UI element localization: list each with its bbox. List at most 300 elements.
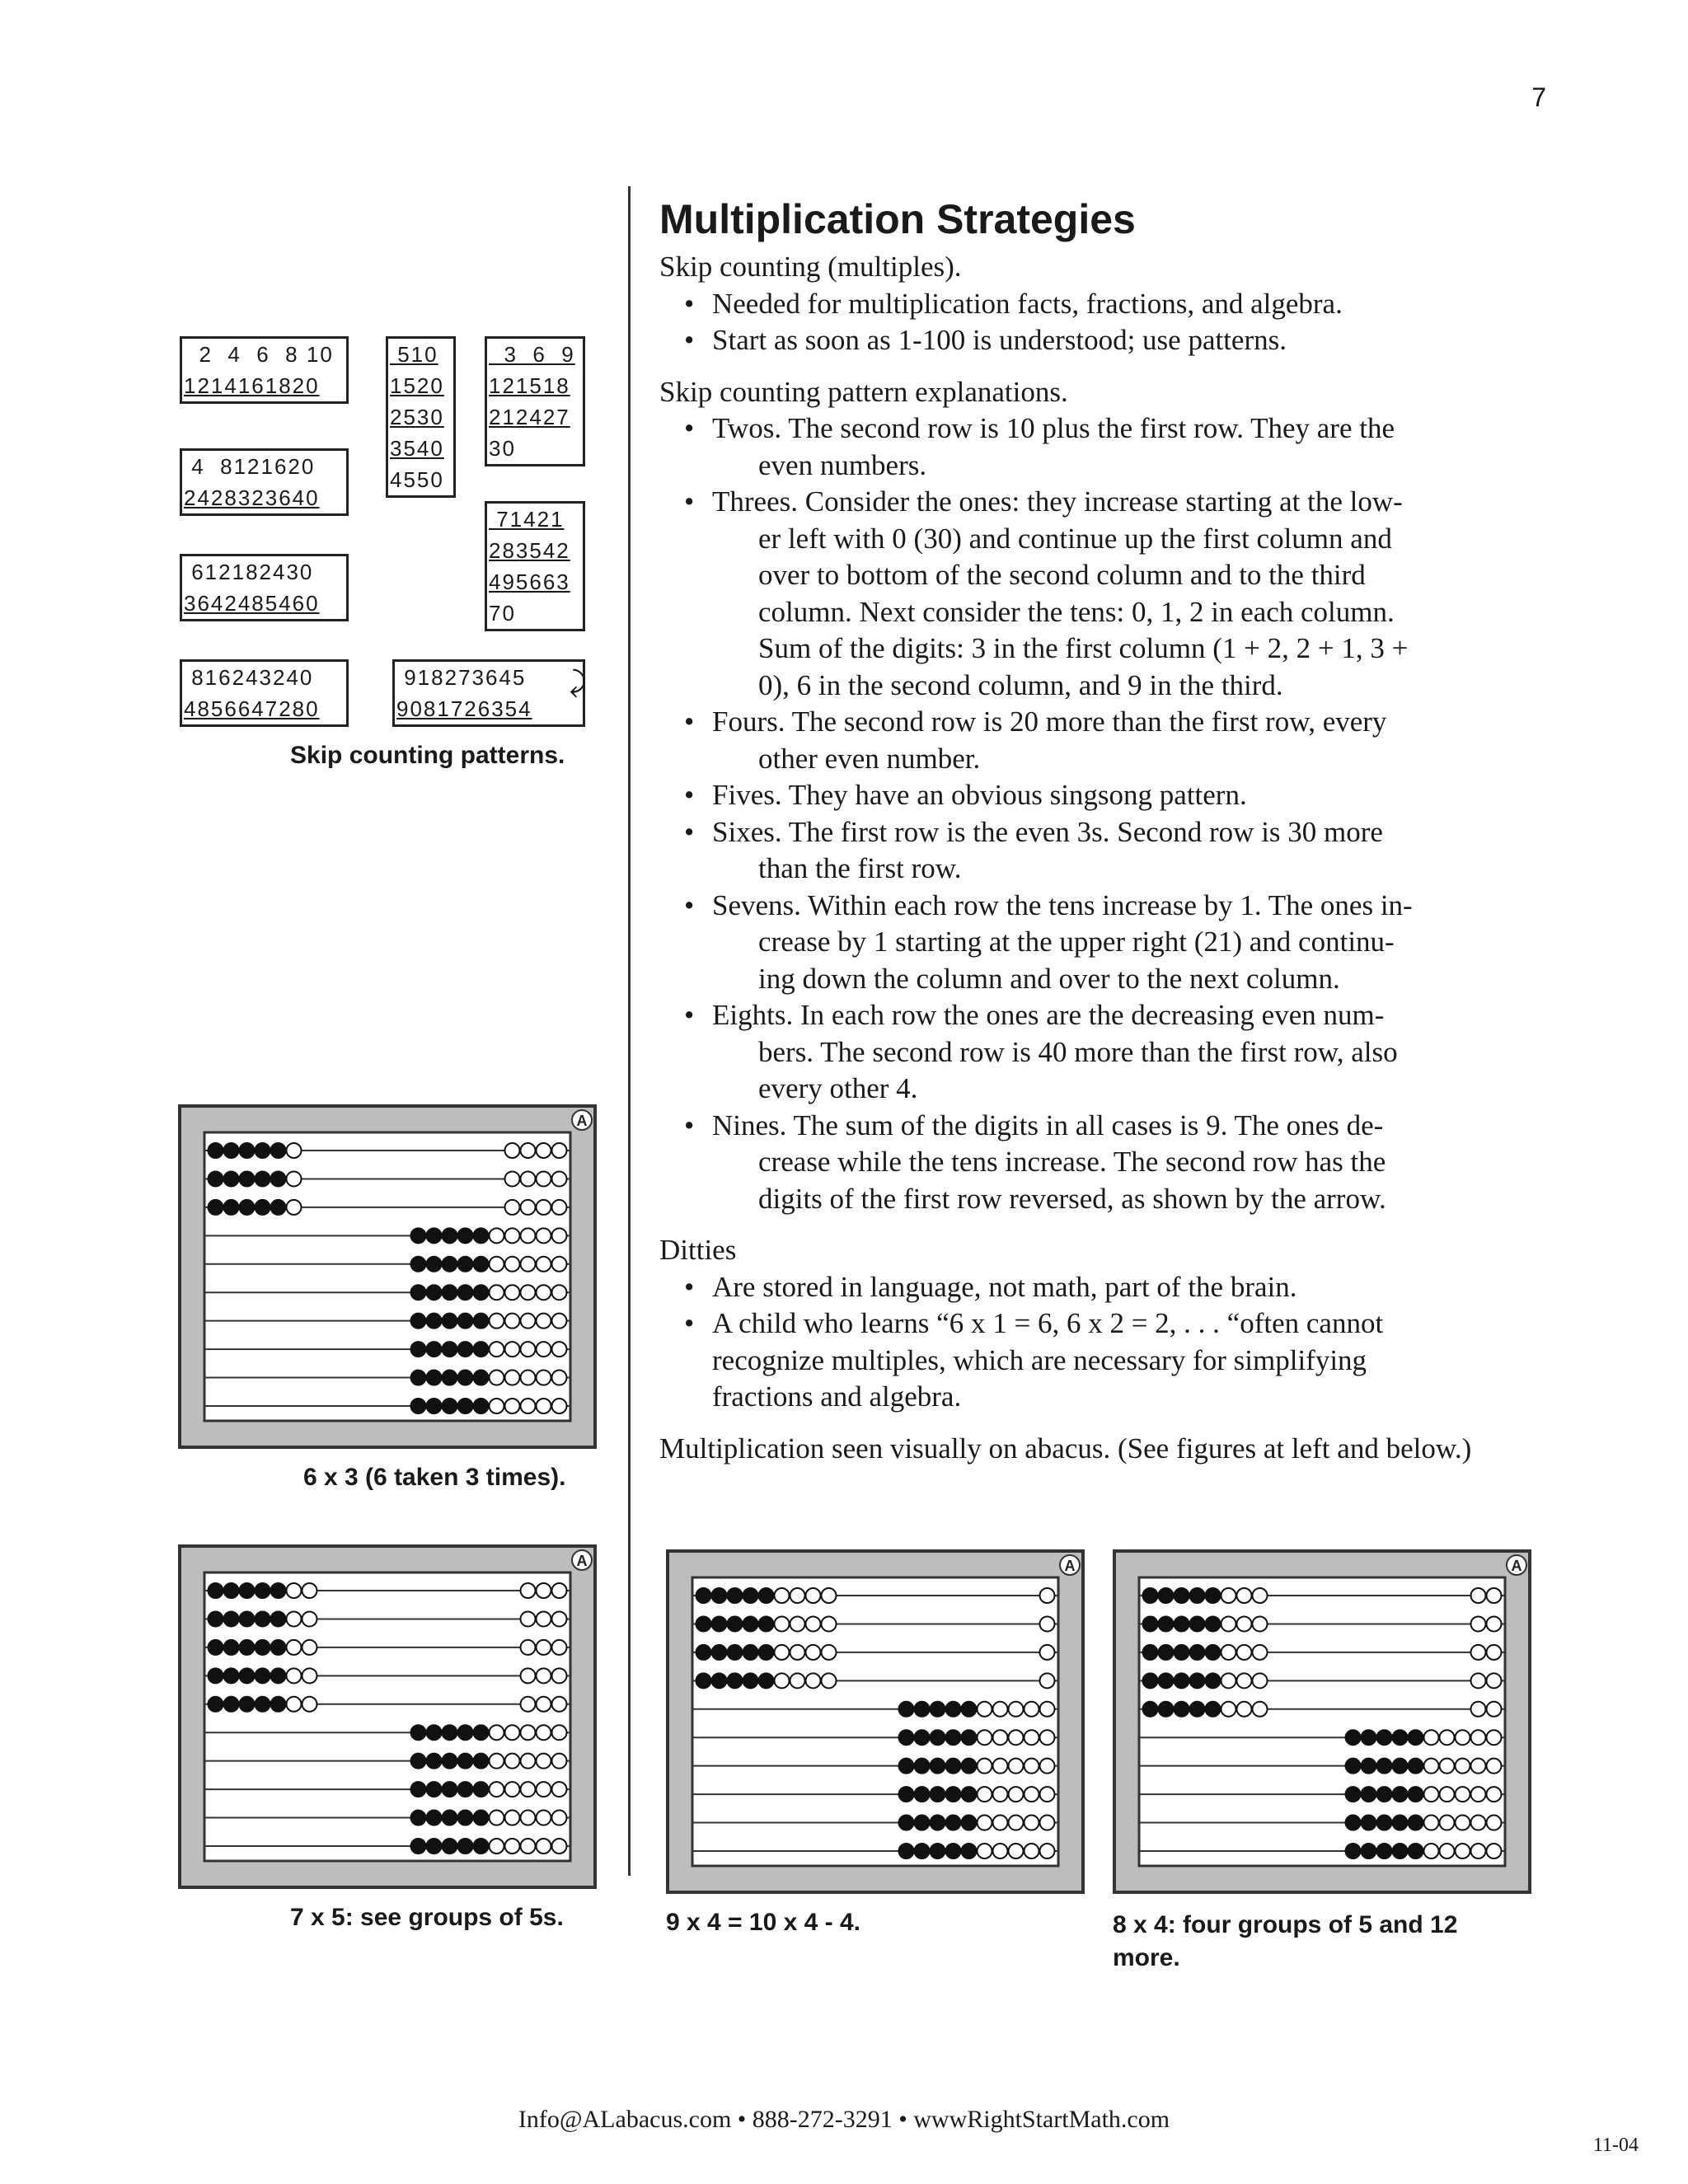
abacus-bead — [1190, 1616, 1205, 1631]
list-item-text: Fours. The second row is 20 more than the first row, every — [712, 705, 1387, 738]
abacus-bead — [946, 1759, 961, 1774]
abacus-bead — [427, 1725, 442, 1740]
abacus-bead — [474, 1257, 489, 1272]
abacus-bead — [775, 1645, 790, 1660]
abacus-bead — [993, 1730, 1008, 1745]
abacus-bead — [1253, 1588, 1268, 1603]
abacus-bead — [411, 1754, 426, 1769]
skip-row: 918273645 — [396, 665, 527, 690]
list-item — [659, 814, 1566, 888]
abacus-bead — [287, 1143, 302, 1158]
abacus-bead — [1143, 1673, 1158, 1688]
abacus-bead — [505, 1257, 520, 1272]
abacus-bead — [271, 1143, 286, 1158]
abacus-bead — [537, 1399, 551, 1413]
abacus-bead — [1206, 1588, 1221, 1603]
abacus-bead — [899, 1844, 914, 1858]
abacus-bead — [443, 1725, 457, 1740]
bullet-icon: • — [684, 779, 695, 811]
abacus-bead — [411, 1782, 426, 1797]
abacus-bead — [1456, 1759, 1470, 1774]
abacus-bead — [287, 1171, 302, 1186]
abacus-bead — [411, 1725, 426, 1740]
abacus-bead — [1237, 1702, 1252, 1717]
abacus-bead — [1471, 1844, 1486, 1858]
list-item-text: Eights. In each row the ones are the decreasing even num- — [712, 999, 1385, 1031]
abacus-bead — [411, 1314, 426, 1329]
abacus-bead — [490, 1782, 504, 1797]
abacus-bead — [899, 1702, 914, 1717]
abacus-bead — [915, 1844, 930, 1858]
abacus-logo-icon — [1507, 1555, 1526, 1575]
abacus-bead — [521, 1171, 536, 1186]
abacus-bead — [743, 1645, 758, 1660]
abacus-bead — [1362, 1759, 1376, 1774]
list-item-text: digits of the first row reversed, as shown by the arrow. — [758, 1182, 1386, 1215]
abacus-bead — [490, 1257, 504, 1272]
column-divider — [628, 186, 631, 1876]
abacus-bead — [474, 1314, 489, 1329]
bullet-icon: • — [684, 485, 695, 518]
abacus-bead — [271, 1611, 286, 1626]
abacus-bead — [537, 1640, 551, 1655]
abacus-bead — [915, 1816, 930, 1830]
abacus-bead — [978, 1702, 992, 1717]
abacus-bead — [993, 1816, 1008, 1830]
skip-row: 2530 — [390, 405, 444, 429]
abacus-bead — [552, 1668, 567, 1683]
abacus-bead — [458, 1839, 473, 1854]
abacus-bead — [1487, 1759, 1502, 1774]
abacus-bead — [287, 1640, 302, 1655]
abacus-bead — [474, 1754, 489, 1769]
list-item-text: fractions and algebra. — [712, 1380, 962, 1413]
abacus-bead — [962, 1759, 977, 1774]
abacus-bead — [899, 1787, 914, 1802]
abacus-bead — [537, 1314, 551, 1329]
abacus-drawing — [181, 1108, 593, 1446]
skip-row: 4856647280 — [184, 696, 320, 721]
abacus-bead — [1487, 1616, 1502, 1631]
abacus-bead — [1237, 1616, 1252, 1631]
abacus-bead — [743, 1616, 758, 1631]
abacus-bead — [946, 1816, 961, 1830]
abacus-bead — [1440, 1787, 1455, 1802]
bullet-icon: • — [684, 1307, 695, 1339]
abacus-bead — [427, 1839, 442, 1854]
abacus-bead — [1143, 1645, 1158, 1660]
skip-row: 1214161820 — [184, 373, 320, 398]
abacus-bead — [1440, 1730, 1455, 1745]
abacus-bead — [1424, 1844, 1439, 1858]
abacus-bead — [537, 1725, 551, 1740]
abacus-bead — [899, 1816, 914, 1830]
abacus-bead — [1487, 1816, 1502, 1830]
abacus-bead — [521, 1697, 536, 1712]
list-item-text: A child who learns “6 x 1 = 6, 6 x 2 = 2, . . . “often cannot — [712, 1307, 1384, 1339]
caption-skip-counting: Skip counting patterns. — [290, 742, 565, 769]
abacus-bead — [1221, 1645, 1236, 1660]
skip-box-fives — [386, 336, 456, 498]
abacus-bead — [537, 1697, 551, 1712]
list-item-text: Nines. The sum of the digits in all cases is 9. The ones de- — [712, 1108, 1384, 1141]
abacus-bead — [1424, 1787, 1439, 1802]
abacus-bead — [552, 1342, 567, 1357]
abacus-bead — [1159, 1702, 1174, 1717]
abacus-bead — [1025, 1759, 1039, 1774]
abacus-bead — [552, 1640, 567, 1655]
abacus-bead — [1424, 1816, 1439, 1830]
abacus-bead — [696, 1616, 711, 1631]
abacus-bead — [505, 1782, 520, 1797]
abacus-bead — [521, 1399, 536, 1413]
abacus-bead — [427, 1811, 442, 1825]
abacus-bead — [552, 1171, 567, 1186]
abacus-bead — [209, 1583, 223, 1598]
abacus-bead — [256, 1640, 270, 1655]
list-item-text: than the first row. — [758, 852, 962, 884]
abacus-bead — [1221, 1673, 1236, 1688]
abacus-bead — [537, 1285, 551, 1300]
abacus-bead — [521, 1668, 536, 1683]
abacus-bead — [505, 1228, 520, 1243]
abacus-bead — [521, 1811, 536, 1825]
abacus-bead — [458, 1228, 473, 1243]
abacus-bead — [552, 1371, 567, 1385]
abacus-bead — [474, 1342, 489, 1357]
abacus-bead — [521, 1342, 536, 1357]
abacus-bead — [1393, 1844, 1408, 1858]
abacus-bead — [240, 1583, 255, 1598]
skip-row: 612182430 — [184, 560, 314, 584]
abacus-bead — [743, 1673, 758, 1688]
bullet-icon: • — [684, 1108, 695, 1141]
skip-row: 71421 — [489, 507, 565, 532]
abacus-bead — [915, 1702, 930, 1717]
abacus-bead — [505, 1811, 520, 1825]
abacus-bead — [1487, 1588, 1502, 1603]
abacus-bead — [240, 1171, 255, 1186]
list-item-text: 0), 6 in the second column, and 9 in the third. — [758, 668, 1283, 701]
bullet-icon: • — [684, 1270, 695, 1303]
abacus-bead — [1409, 1844, 1423, 1858]
skip-row: 212427 — [489, 405, 570, 429]
abacus-bead — [287, 1611, 302, 1626]
abacus-bead — [1040, 1702, 1055, 1717]
abacus-bead — [1362, 1844, 1376, 1858]
abacus-bead — [458, 1314, 473, 1329]
list-item-text: recognize multiples, which are necessary for simplifying — [712, 1343, 1367, 1376]
abacus-bead — [271, 1668, 286, 1683]
abacus-bead — [490, 1399, 504, 1413]
abacus-bead — [552, 1257, 567, 1272]
abacus-bead — [696, 1645, 711, 1660]
abacus-bead — [1040, 1645, 1055, 1660]
abacus-bead — [521, 1314, 536, 1329]
abacus-bead — [443, 1342, 457, 1357]
abacus-bead — [224, 1611, 239, 1626]
list-item — [659, 286, 1566, 323]
abacus-bead — [271, 1200, 286, 1215]
abacus-bead — [1471, 1787, 1486, 1802]
page-footer: Info@ALabacus.com • 888-272-3291 • wwwRightStartMath.com — [518, 2106, 1170, 2133]
abacus-bead — [490, 1371, 504, 1385]
abacus-bead — [411, 1839, 426, 1854]
abacus-bead — [1009, 1759, 1024, 1774]
abacus-bead — [521, 1200, 536, 1215]
abacus-bead — [1487, 1787, 1502, 1802]
abacus-bead — [256, 1171, 270, 1186]
abacus-bead — [443, 1314, 457, 1329]
abacus-bead — [1253, 1645, 1268, 1660]
bullet-icon: • — [684, 815, 695, 848]
skip-row: 2 4 6 8 10 — [184, 342, 334, 367]
abacus-bead — [443, 1811, 457, 1825]
abacus-bead — [240, 1697, 255, 1712]
abacus-bead — [490, 1725, 504, 1740]
abacus-bead — [1143, 1588, 1158, 1603]
abacus-bead — [521, 1285, 536, 1300]
abacus-bead — [1393, 1759, 1408, 1774]
abacus-bead — [490, 1228, 504, 1243]
abacus-bead — [521, 1143, 536, 1158]
abacus-bead — [1456, 1787, 1470, 1802]
abacus-bead — [978, 1787, 992, 1802]
abacus-bead — [1190, 1588, 1205, 1603]
abacus-bead — [537, 1782, 551, 1797]
abacus-bead — [1377, 1730, 1392, 1745]
abacus-bead — [1409, 1759, 1423, 1774]
abacus-bead — [1175, 1588, 1189, 1603]
abacus-bead — [552, 1228, 567, 1243]
skip-row: 30 — [489, 436, 516, 461]
abacus-bead — [1393, 1787, 1408, 1802]
abacus-bead — [1471, 1759, 1486, 1774]
abacus-bead — [521, 1725, 536, 1740]
abacus-bead — [427, 1228, 442, 1243]
abacus-bead — [1025, 1730, 1039, 1745]
abacus-bead — [443, 1782, 457, 1797]
abacus-bead — [1206, 1645, 1221, 1660]
abacus-bead — [537, 1668, 551, 1683]
abacus-bead — [490, 1342, 504, 1357]
list-item — [659, 997, 1566, 1108]
abacus-bead — [537, 1371, 551, 1385]
bullet-list — [659, 286, 1566, 359]
abacus-bead — [271, 1697, 286, 1712]
abacus-logo-icon — [572, 1550, 592, 1570]
abacus-bead — [806, 1588, 821, 1603]
list-item-text: crease by 1 starting at the upper right (21) and continu- — [758, 926, 1395, 958]
skip-row: 4 8121620 — [184, 454, 316, 479]
abacus-bead — [1040, 1759, 1055, 1774]
bullet-icon: • — [684, 324, 695, 356]
abacus-bead — [1377, 1787, 1392, 1802]
abacus-bead — [1009, 1730, 1024, 1745]
abacus-bead — [790, 1645, 805, 1660]
abacus-bead — [209, 1668, 223, 1683]
list-item — [659, 1305, 1566, 1416]
abacus-drawing — [1116, 1553, 1528, 1891]
abacus-bead — [287, 1697, 302, 1712]
abacus-bead — [287, 1668, 302, 1683]
list-item-text: Threes. Consider the ones: they increase starting at the low- — [712, 485, 1403, 518]
abacus-bead — [1393, 1816, 1408, 1830]
list-item — [659, 1269, 1566, 1306]
caption-abacus-7x5: 7 x 5: see groups of 5s. — [290, 1904, 564, 1931]
abacus-bead — [521, 1257, 536, 1272]
abacus-bead — [1377, 1844, 1392, 1858]
abacus-bead — [1424, 1730, 1439, 1745]
abacus-bead — [743, 1588, 758, 1603]
list-item-text: even numbers. — [758, 448, 927, 481]
list-item-text: Sixes. The first row is the even 3s. Second row is 30 more — [712, 815, 1383, 848]
abacus-bead — [1221, 1702, 1236, 1717]
abacus-bead — [1440, 1759, 1455, 1774]
abacus-bead — [411, 1371, 426, 1385]
abacus-bead — [1456, 1730, 1470, 1745]
abacus-bead — [728, 1616, 743, 1631]
abacus-bead — [521, 1583, 536, 1598]
abacus-bead — [521, 1611, 536, 1626]
abacus-logo-letter: A — [1511, 1558, 1522, 1574]
abacus-bead — [1190, 1702, 1205, 1717]
skip-row: 3540 — [390, 436, 444, 461]
list-item-text: Twos. The second row is 10 plus the first row. They are the — [712, 412, 1395, 444]
abacus-bead — [1471, 1645, 1486, 1660]
abacus-bead — [490, 1811, 504, 1825]
abacus-bead — [552, 1697, 567, 1712]
page-number: 7 — [1531, 82, 1546, 112]
abacus-bead — [209, 1200, 223, 1215]
abacus-bead — [915, 1730, 930, 1745]
abacus-bead — [240, 1143, 255, 1158]
abacus-bead — [302, 1697, 317, 1712]
abacus-bead — [224, 1697, 239, 1712]
abacus-bead — [411, 1811, 426, 1825]
abacus-bead — [537, 1200, 551, 1215]
abacus-bead — [256, 1668, 270, 1683]
list-item-text: Start as soon as 1-100 is understood; use patterns. — [712, 324, 1287, 356]
abacus-bead — [806, 1616, 821, 1631]
list-item-text: column. Next consider the tens: 0, 1, 2 in each column. — [758, 595, 1395, 628]
abacus-bead — [1190, 1673, 1205, 1688]
abacus-bead — [256, 1583, 270, 1598]
abacus-bead — [537, 1611, 551, 1626]
list-item-text: bers. The second row is 40 more than the first row, also — [758, 1035, 1398, 1068]
abacus-bead — [271, 1640, 286, 1655]
skip-box-fours — [180, 448, 349, 516]
list-item-text: Sum of the digits: 3 in the first column (1 + 2, 2 + 1, 3 + — [758, 632, 1409, 664]
list-item — [659, 322, 1566, 359]
abacus-bead — [505, 1399, 520, 1413]
list-item — [659, 704, 1566, 777]
abacus-bead — [915, 1759, 930, 1774]
abacus-bead — [1346, 1787, 1361, 1802]
abacus-bead — [931, 1816, 945, 1830]
list-item-text: Sevens. Within each row the tens increase by 1. The ones in- — [712, 888, 1413, 921]
abacus-bead — [427, 1371, 442, 1385]
abacus-bead — [552, 1725, 567, 1740]
abacus-bead — [552, 1754, 567, 1769]
abacus-bead — [427, 1342, 442, 1357]
abacus-logo-icon — [572, 1110, 592, 1130]
abacus-bead — [1346, 1759, 1361, 1774]
skip-row: 495663 — [489, 569, 570, 594]
abacus-bead — [552, 1583, 567, 1598]
abacus-bead — [256, 1143, 270, 1158]
abacus-bead — [458, 1399, 473, 1413]
abacus-bead — [806, 1673, 821, 1688]
abacus-bead — [978, 1816, 992, 1830]
abacus-bead — [427, 1314, 442, 1329]
abacus-bead — [728, 1673, 743, 1688]
abacus-bead — [1159, 1616, 1174, 1631]
abacus-bead — [458, 1811, 473, 1825]
abacus-bead — [302, 1640, 317, 1655]
abacus-bead — [1346, 1816, 1361, 1830]
abacus-bead — [552, 1314, 567, 1329]
abacus-bead — [1175, 1673, 1189, 1688]
abacus-bead — [993, 1844, 1008, 1858]
abacus-bead — [1040, 1787, 1055, 1802]
skip-box-threes — [485, 336, 585, 466]
list-item — [659, 410, 1566, 484]
abacus-logo-letter: A — [576, 1113, 588, 1129]
abacus-bead — [209, 1611, 223, 1626]
abacus-bead — [474, 1399, 489, 1413]
abacus-bead — [1409, 1787, 1423, 1802]
abacus-bead — [790, 1616, 805, 1631]
abacus-bead — [224, 1668, 239, 1683]
abacus-bead — [443, 1754, 457, 1769]
skip-box-twos — [180, 336, 349, 404]
abacus-bead — [1471, 1702, 1486, 1717]
abacus-bead — [443, 1285, 457, 1300]
abacus-bead — [521, 1228, 536, 1243]
abacus-bead — [1221, 1588, 1236, 1603]
list-item-text: other even number. — [758, 742, 981, 775]
abacus-bead — [1393, 1730, 1408, 1745]
abacus-bead — [474, 1725, 489, 1740]
list-item — [659, 888, 1566, 998]
skip-row: 3642485460 — [184, 591, 320, 616]
abacus-bead — [1487, 1844, 1502, 1858]
list-item-text: Fives. They have an obvious singsong pattern. — [712, 779, 1247, 811]
abacus-bead — [552, 1143, 567, 1158]
main-text — [659, 194, 1566, 1467]
abacus-bead — [537, 1143, 551, 1158]
abacus-bead — [209, 1171, 223, 1186]
abacus-bead — [899, 1759, 914, 1774]
section-heading: Ditties — [659, 1234, 737, 1266]
abacus-bead — [712, 1645, 727, 1660]
abacus-bead — [505, 1143, 520, 1158]
list-item-text: Needed for multiplication facts, fractions, and algebra. — [712, 287, 1343, 320]
abacus-bead — [1471, 1588, 1486, 1603]
abacus-8x4 — [1113, 1549, 1531, 1894]
abacus-7x5 — [178, 1544, 597, 1889]
abacus-bead — [1362, 1787, 1376, 1802]
abacus-bead — [931, 1730, 945, 1745]
bullet-icon: • — [684, 705, 695, 738]
abacus-bead — [537, 1583, 551, 1598]
abacus-bead — [443, 1399, 457, 1413]
abacus-bead — [1471, 1616, 1486, 1631]
abacus-bead — [1009, 1816, 1024, 1830]
abacus-bead — [728, 1645, 743, 1660]
abacus-bead — [271, 1171, 286, 1186]
